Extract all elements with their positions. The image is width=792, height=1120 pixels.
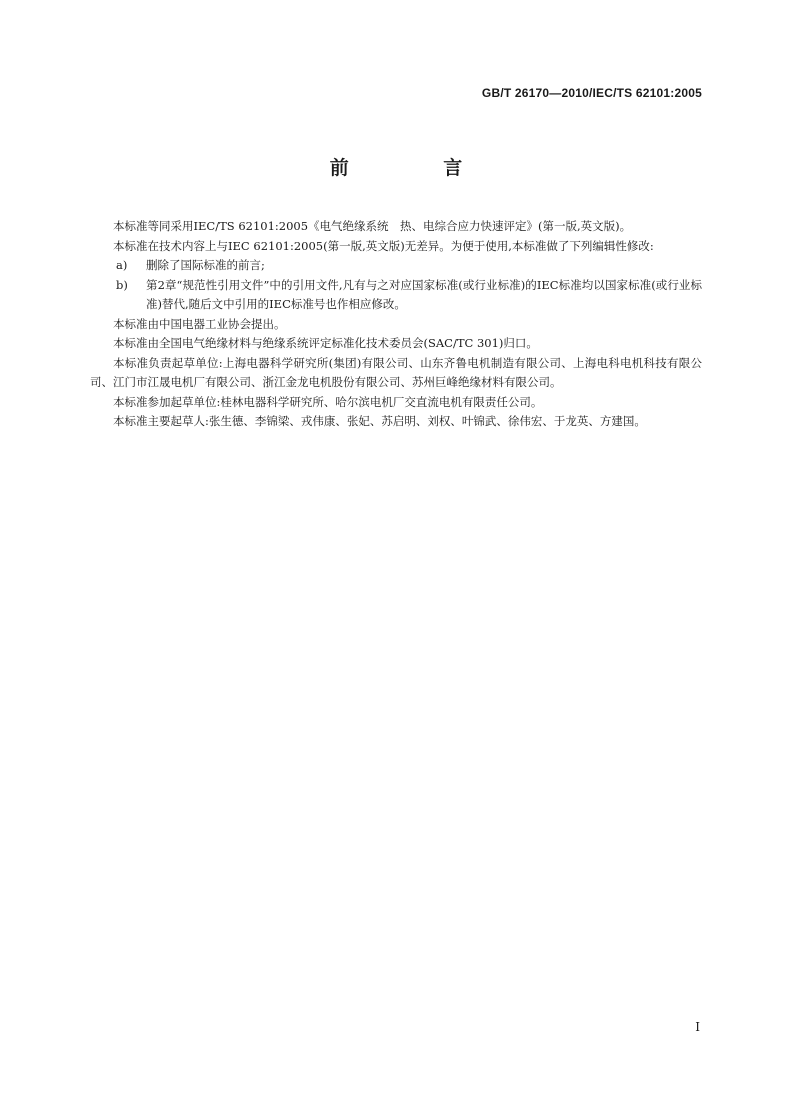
page-title: 前 言 — [329, 157, 507, 179]
list-marker-b: b) — [116, 277, 128, 292]
paragraph-differences: 本标准在技术内容上与IEC 62101:2005(第一版,英文版)无差异。为便于使用,本标准做了下列编辑性修改: — [113, 238, 654, 253]
paragraph-drafters: 本标准主要起草人:张生德、李锦梁、戎伟康、张妃、苏启明、刘权、叶锦武、徐伟宏、于龙英、方建国。 — [113, 414, 646, 428]
list-item-b — [90, 276, 702, 315]
standard-number: GB/T 26170—2010/IEC/TS 62101:2005 — [481, 86, 702, 100]
paragraph-participating-units: 本标准参加起草单位:桂林电器科学研究所、哈尔滨电机厂交直流电机有限责任公司。 — [113, 394, 543, 409]
list-text-a: 删除了国际标准的前言; — [146, 258, 265, 272]
paragraph-adoption: 本标准等同采用IEC/TS 62101:2005《电气绝缘系统 热、电综合应力快速评定》(第一版,英文版)。 — [113, 219, 632, 233]
paragraph-drafting-units: 本标准负责起草单位:上海电器科学研究所(集团)有限公司、山东齐鲁电机制造有限公司、上海电科电机科技有限公司、江门市江晟电机厂有限公司、浙江金龙电机股份有限公司、苏州巨峰绝缘材料有限公司。 — [90, 355, 702, 389]
page-number: I — [695, 1020, 700, 1034]
list-marker-a: a) — [116, 258, 128, 272]
paragraph-proposer: 本标准由中国电器工业协会提出。 — [113, 316, 286, 331]
paragraph-committee: 本标准由全国电气绝缘材料与绝缘系统评定标准化技术委员会(SAC/TC 301)归口。 — [113, 336, 538, 350]
preface-body — [90, 217, 702, 432]
list-text-b: 第2章“规范性引用文件”中的引用文件,凡有与之对应国家标准(或行业标准)的IEC标准均以国家标准(或行业标准)替代,随后文中引用的IEC标准号也作相应修改。 — [146, 277, 702, 311]
list-item-a — [90, 256, 702, 276]
